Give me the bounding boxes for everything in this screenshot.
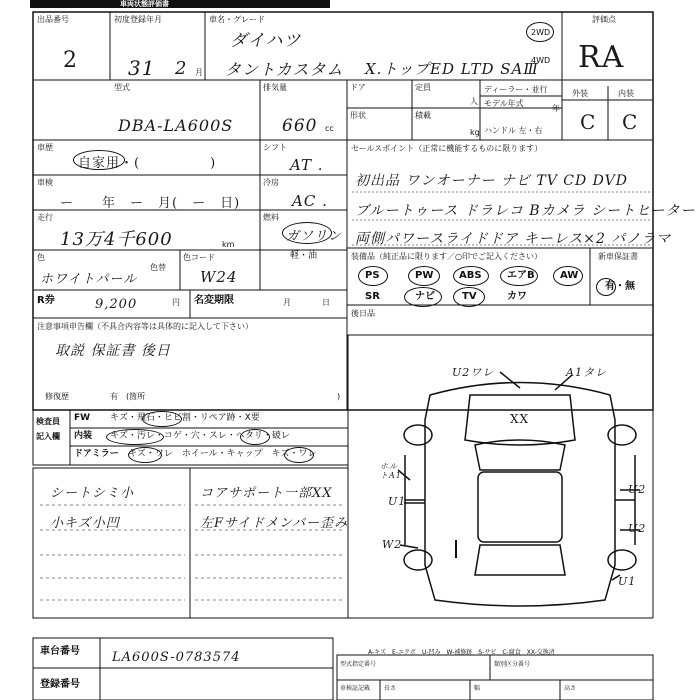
mark-u2-right-2: U2	[628, 522, 647, 535]
mark-xx: XX	[510, 412, 530, 426]
inspector-row-2-text: キズ・汚レ・コゲ・穴・スレ・ヘタリ・破レ	[110, 431, 290, 441]
manual-value: 有・無	[605, 281, 635, 292]
name-expiry-day: 日	[322, 298, 330, 307]
inspector-row-3-text: キズ・ワレ ホイール・キャップ キズ・ワレ	[128, 449, 317, 459]
score-value: RA	[578, 40, 625, 75]
vehicle-grade: X.トップED LTD SAⅢ	[365, 60, 539, 78]
usage-label: 車歴	[37, 143, 53, 152]
equip-leather: カワ	[507, 291, 527, 302]
model-code-label: 型式	[114, 83, 130, 92]
displacement-unit: cc	[325, 124, 334, 133]
vehicle-maker: ダイハツ	[230, 31, 302, 51]
model-year-unit: 年	[552, 104, 560, 113]
sales-point-line-2: ブルートゥース ドラレコ Bカメラ シートヒーター	[355, 203, 696, 219]
comment-left-2: 小キズ小凹	[50, 516, 120, 531]
comment-left-1: シートシミ小	[50, 486, 135, 501]
fuel-value: ガソリン	[286, 229, 343, 244]
shift-label: シフト	[263, 143, 287, 152]
interior-label: 内装	[618, 89, 634, 98]
inspector-label-1: 検査員	[36, 417, 60, 426]
equip-navi-circle	[404, 287, 442, 307]
mark-side-a1: ホルトA1	[380, 462, 402, 480]
inspector-circle-5	[284, 447, 314, 463]
comment-right-1: コアサポート一部XX	[200, 486, 333, 501]
inspection-value: ー 年 ー 月( ー 日)	[60, 196, 241, 211]
recycle-label: R券	[37, 295, 55, 306]
color-label: 色	[37, 253, 45, 262]
first-reg-year: 31	[128, 56, 156, 80]
usage-value: 自家用・( )	[78, 156, 217, 171]
equip-airbag-circle	[500, 266, 538, 286]
recycle-value: 9,200	[95, 297, 138, 312]
repair-value: 有 (箇所	[110, 392, 146, 401]
lot-label: 出品番号	[37, 15, 69, 24]
exterior-score: C	[580, 110, 597, 134]
color-change-label: 色替	[150, 263, 166, 272]
header-title: 車両状態評価書	[120, 0, 169, 8]
mileage-label: 走行	[37, 213, 53, 222]
repair-label: 修復歴	[45, 392, 69, 401]
equip-abs: ABS	[459, 270, 482, 281]
displacement-value: 660	[282, 116, 318, 136]
inspector-label-2: 記入欄	[36, 432, 60, 441]
first-reg-month: 2	[175, 58, 188, 79]
repair-close: )	[337, 392, 341, 401]
chassis-label: 車台番号	[40, 646, 80, 657]
equip-tv: TV	[462, 291, 477, 302]
interior-score: C	[622, 110, 639, 134]
legend-text: A-キズ E-エクボ U-凹み W-補修跡 S-サビ C-腐食 XX-交換済	[368, 649, 555, 656]
equip-ps-circle	[358, 266, 388, 286]
equip-ps: PS	[365, 270, 380, 281]
inspector-circle-1	[142, 411, 182, 427]
name-expiry-label: 名変期限	[194, 295, 234, 306]
mark-u1-left: U1	[388, 495, 407, 508]
mark-u1-right: U1	[618, 575, 637, 588]
after-label: 後日品	[351, 309, 375, 318]
equip-pw: PW	[415, 270, 434, 281]
drive-2wd: 2WD	[531, 28, 551, 37]
type-designation-label: 型式指定番号	[340, 661, 377, 668]
lot-number: 2	[63, 48, 78, 73]
score-label: 評価点	[592, 15, 616, 24]
equip-pw-circle	[408, 266, 440, 286]
equip-navi: ナビ	[415, 291, 435, 302]
color-code: W24	[200, 268, 238, 286]
load-unit: kg	[470, 128, 480, 137]
capacity-label: 定員	[415, 83, 431, 92]
sales-point-line-1: 初出品 ワンオーナー ナビ TV CD DVD	[355, 173, 628, 189]
model-year-label: モデル年式	[484, 99, 524, 108]
first-reg-month-unit: 月	[195, 68, 203, 77]
mark-u2-right-1: U2	[628, 483, 647, 496]
equip-aw: AW	[560, 270, 579, 281]
inspector-row-1-text: キズ・飛石・ヒビ割・リペア跡・X要	[110, 413, 260, 423]
equip-airbag: エアB	[507, 270, 535, 281]
sales-points-label: セールスポイント（正常に機能するものに限ります）	[351, 144, 543, 153]
mark-u2-ware: U2ワレ	[452, 366, 495, 379]
recycle-unit: 円	[172, 298, 180, 307]
displacement-label: 排気量	[263, 83, 287, 92]
color-code-label: 色コード	[183, 253, 215, 262]
inspector-circle-4	[128, 447, 162, 463]
exterior-label: 外装	[572, 89, 588, 98]
dealer-label: ディーラー・並行	[484, 85, 548, 94]
fuel-sub: 軽・油	[290, 251, 318, 261]
load-label: 積載	[415, 111, 431, 120]
shift-value: AT .	[290, 156, 324, 174]
equip-sr: SR	[365, 291, 380, 302]
manual-label: 新車保証書	[598, 252, 638, 261]
notes-label: 注意事項申告欄（不具合内容等は具体的に記入して下さい）	[37, 322, 253, 331]
mileage-value: 13万4千600	[60, 229, 173, 250]
handle-label: ハンドル 左・右	[484, 126, 543, 135]
inspector-circle-2	[106, 429, 164, 445]
capacity-unit: 人	[470, 97, 478, 106]
drive-4wd: 4WD	[531, 56, 551, 65]
first-reg-label: 初度登録年月	[114, 15, 162, 24]
fuel-label: 燃料	[263, 213, 279, 222]
color-value: ホワイトパール	[40, 272, 138, 287]
name-expiry-month: 月	[283, 298, 291, 307]
registration-label: 登録番号	[40, 679, 80, 690]
manual-circle	[596, 278, 616, 296]
inspector-circle-3	[240, 429, 270, 445]
vehicle-label: 車名・グレード	[209, 15, 265, 24]
mileage-unit: km	[222, 240, 235, 249]
aircon-value: AC .	[292, 192, 328, 210]
equipment-label: 装備品（純正品に限ります／○印でご記入ください）	[351, 252, 542, 261]
vehicle-model: タントカスタム	[225, 60, 344, 79]
height-label: 高さ	[564, 685, 577, 692]
model-code-value: DBA-LA600S	[118, 116, 234, 135]
inspector-row-2-head: 内装	[74, 431, 93, 441]
shape-label: 形状	[350, 111, 366, 120]
inspector-row-3-head: ドアミラー	[74, 449, 119, 459]
doors-label: ドア	[350, 83, 366, 92]
mark-a1-tare: A1タレ	[566, 366, 607, 379]
length-label: 長さ	[384, 685, 397, 692]
aircon-label: 冷房	[263, 178, 279, 187]
sales-point-line-3: 両側パワースライドドア キーレス×2 パノラマ	[355, 231, 672, 247]
inspection-label: 車検	[37, 178, 53, 187]
mark-w2-left: W2	[382, 538, 403, 551]
inspector-row-1-head: FW	[74, 413, 91, 423]
width-label: 幅	[474, 685, 481, 692]
cert-entry-label: 車検証記載	[340, 685, 371, 692]
comment-right-2: 左Fサイドメンバー歪み	[200, 516, 349, 531]
equip-abs-circle	[453, 266, 489, 286]
chassis-value: LA600S-0783574	[112, 650, 241, 665]
class-number-label: 類別区分番号	[494, 661, 531, 668]
notes-value: 取説 保証書 後日	[55, 343, 171, 359]
equip-aw-circle	[553, 266, 583, 286]
equip-tv-circle	[453, 287, 485, 307]
